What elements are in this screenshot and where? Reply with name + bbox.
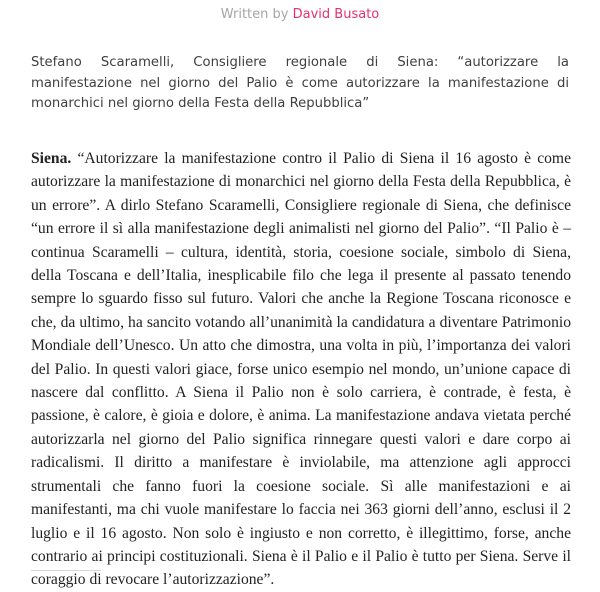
article-body-text: “Autorizzare la manifestazione contro il Palio di Siena il 16 agosto è come autorizzare la manifestazione di monarchici nel giorno della Festa della Repubblica, è un errore”. A dirlo Stefano Scaramelli, Consigliere regionale di Siena, che definisce “un errore il sì alla manifestazione degli animalisti nel giorno del Palio”. “Il Palio è – continua Scaramelli – cultura, identità, storia, coesione sociale, simbolo di Siena, della Toscana e dell’Italia, inesplicabile filo che lega il presente al passato tenendo sempre lo sguardo fisso sul futuro. Valori che anche la Regione Toscana riconosce e che, da ultimo, ha sancito votando all’unanimità la candidatura a diventare Patrimonio Mondiale dell’Unesco. Un atto che dimostra, una volta in più, l’importanza dei valori del Palio. In questi valori giace, forse unico esempio nel mondo, un’unione capace di nascere dal conflitto. A Siena il Palio non è solo carriera, è contrade, è festa, è passione, è calore, è gioia e dolore, è anima. La manifestazione andava vietata perché autorizzarla nel giorno del Palio significa rinnegare questi valori e dare corpo ai radicalismi. Il diritto a manifestare è inviolabile, ma attenzione agli approcci strumentali che fanno fuori la coesione sociale. Sì alle manifestazioni e ai manifestanti, ma chi vuole manifestare lo faccia nei 363 giorni dell’anno, esclusi il 2 luglio e il 16 agosto. Non solo è ingiusto e non corretto, è illegittimo, forse, anche contrario ai principi costituzionali. Siena è il Palio e il Palio è tutto per Siena. Serve il coraggio di revocare l’autorizzazione”. [31,150,571,589]
dateline: Siena. [31,150,72,167]
article-summary: Stefano Scaramelli, Consigliere regionale di Siena: “autorizzare la manifestazione nel giorno del Palio è come autorizzare la manifestazione di monarchici nel giorno della Festa della Repubblica” [31,55,569,111]
divider [31,570,101,571]
byline [0,7,600,22]
article-body [31,147,571,592]
author-link[interactable]: David Busato [292,7,380,22]
byline-prefix: Written by [220,7,289,22]
